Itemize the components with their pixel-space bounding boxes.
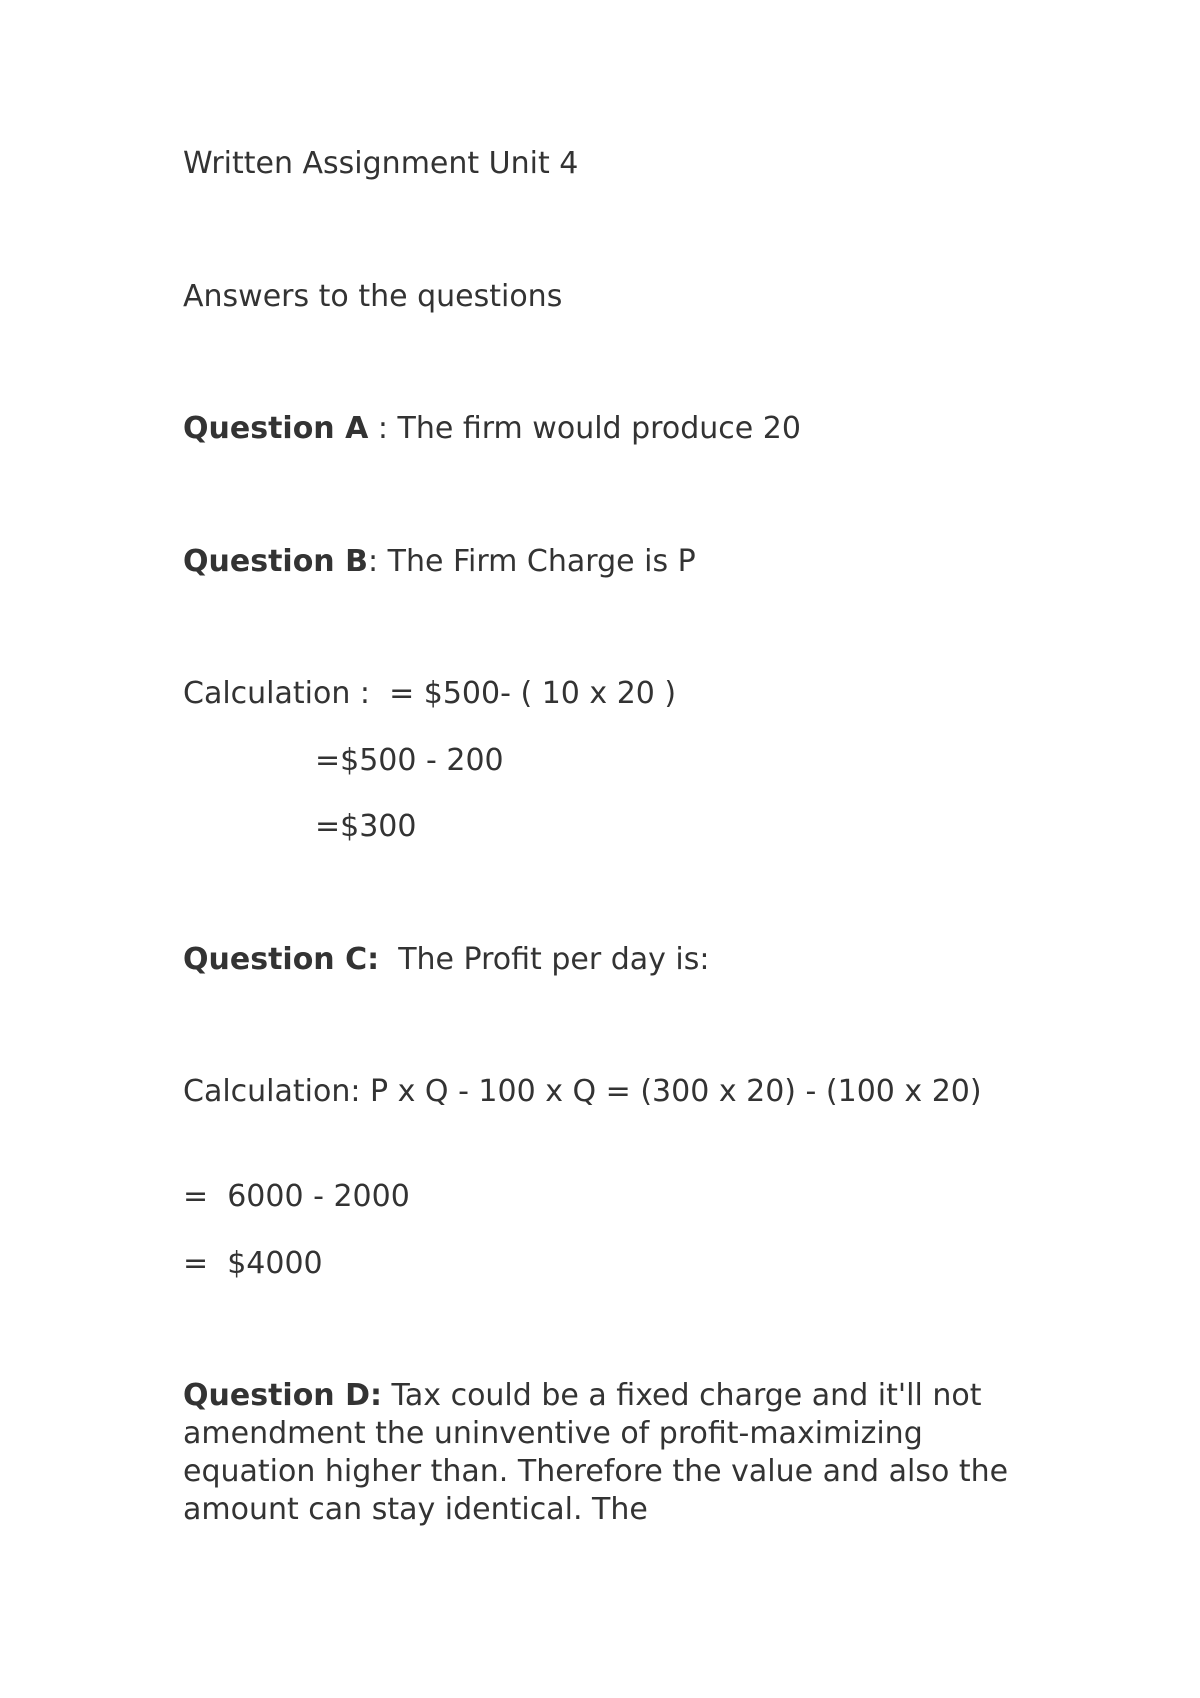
question-c-calc-line1: Calculation: P x Q - 100 x Q = (300 x 20) - (100 x 20) [183, 1074, 982, 1109]
question-b-text: : The Firm Charge is P [367, 544, 696, 579]
question-d-text: Tax could be a fixed charge and it'll not amendment the uninventive of profit-maximizing equation higher than. Therefore the value and also the amount can stay identical. The [183, 1378, 1009, 1527]
question-b-paragraph [183, 543, 696, 581]
question-b-calc-line3: =$300 [315, 809, 417, 844]
question-a-label: Question A [183, 411, 369, 446]
question-c-text: The Profit per day is: [379, 942, 710, 977]
question-b-calc-line2: =$500 - 200 [315, 743, 504, 778]
question-d-label: Question D: [183, 1378, 382, 1413]
question-a-paragraph [183, 410, 801, 448]
document-subtitle: Answers to the questions [183, 279, 563, 314]
document-title: Written Assignment Unit 4 [183, 146, 579, 181]
question-b-calc-line1: Calculation : = $500- ( 10 x 20 ) [183, 676, 677, 711]
question-d-paragraph [183, 1377, 1013, 1529]
question-c-calc-line2: = 6000 - 2000 [183, 1179, 410, 1214]
question-c-label: Question C: [183, 942, 380, 977]
question-c-paragraph [183, 941, 709, 979]
question-c-calc-line3: = $4000 [183, 1246, 323, 1281]
question-a-text: : The firm would produce 20 [368, 411, 801, 446]
question-b-label: Question B [183, 544, 368, 579]
